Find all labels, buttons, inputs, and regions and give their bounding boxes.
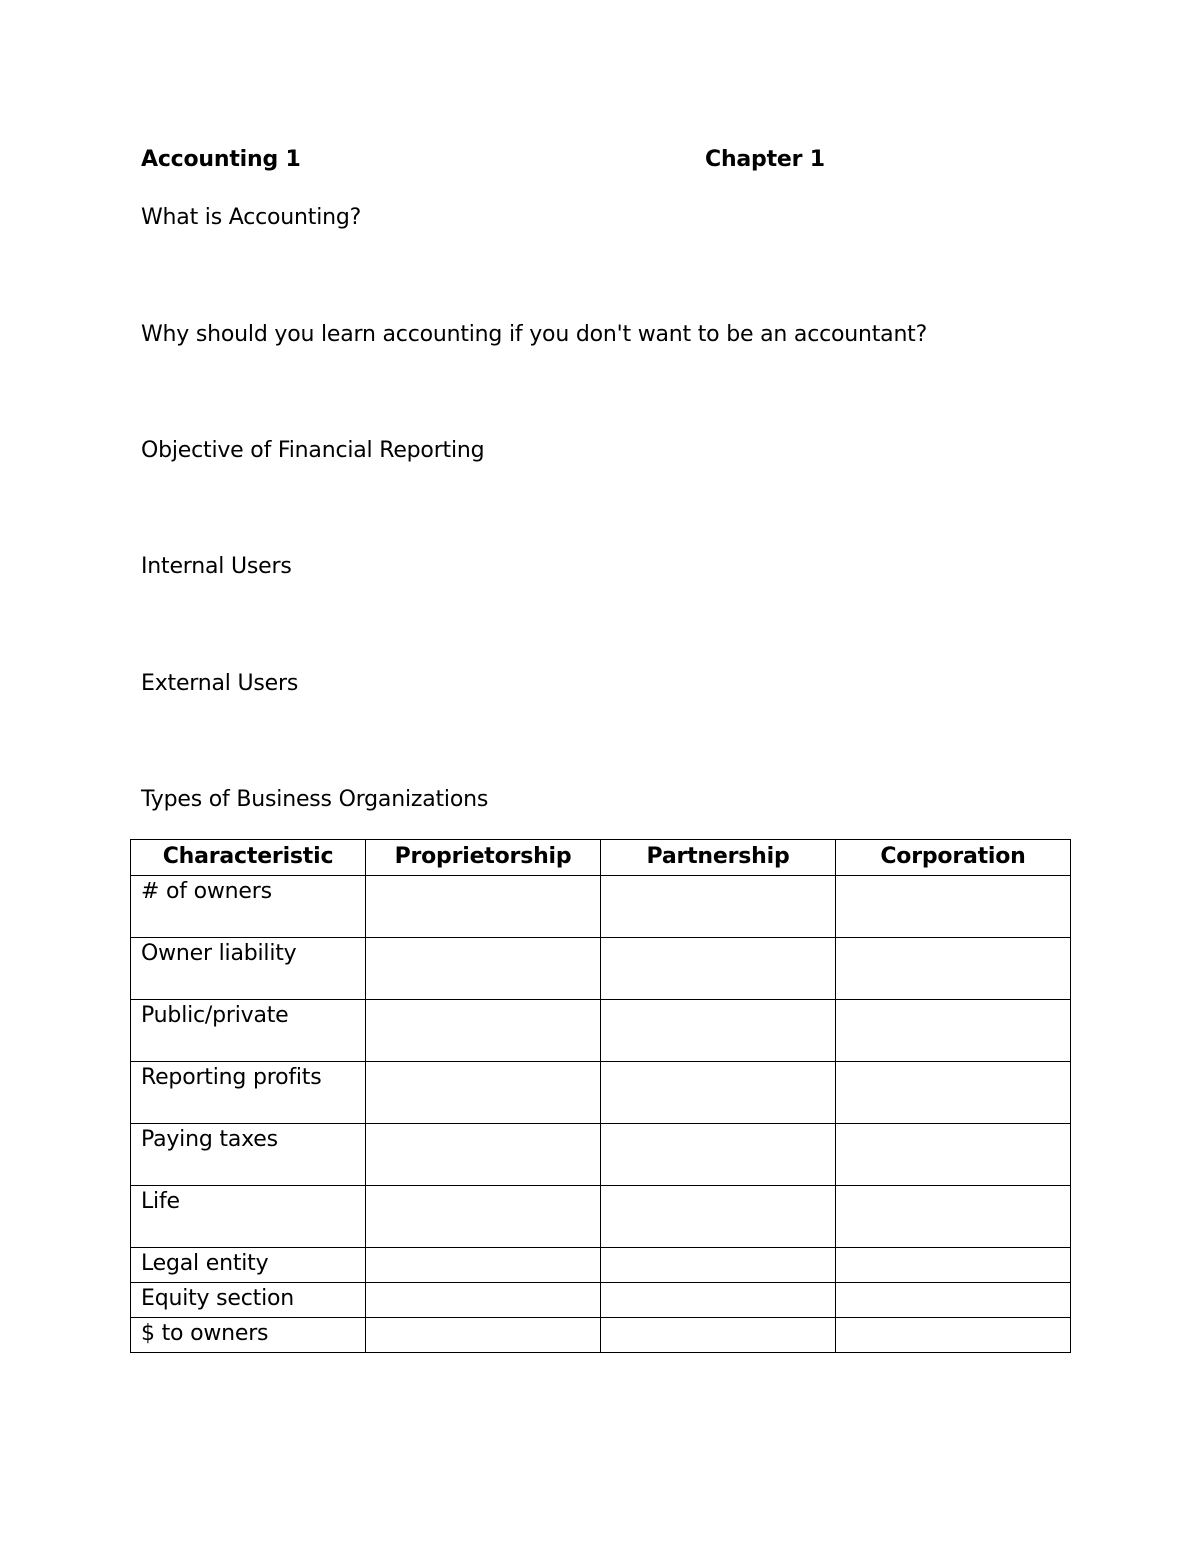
table-row — [131, 938, 1071, 1000]
column-header-partnership: Partnership — [601, 840, 836, 876]
proprietorship-cell[interactable] — [366, 938, 601, 1000]
table-row — [131, 1248, 1071, 1283]
row-label-public-private: Public/private — [131, 1000, 366, 1062]
column-header-characteristic: Characteristic — [131, 840, 366, 876]
table-row — [131, 1062, 1071, 1124]
partnership-cell[interactable] — [601, 938, 836, 1000]
column-header-proprietorship: Proprietorship — [366, 840, 601, 876]
proprietorship-cell[interactable] — [366, 1000, 601, 1062]
row-label-owner-liability: Owner liability — [131, 938, 366, 1000]
partnership-cell[interactable] — [601, 1124, 836, 1186]
row-label-dollars-to-owners: $ to owners — [131, 1318, 366, 1353]
proprietorship-cell[interactable] — [366, 876, 601, 938]
course-title: Accounting 1 — [141, 147, 301, 172]
partnership-cell[interactable] — [601, 1062, 836, 1124]
partnership-cell[interactable] — [601, 876, 836, 938]
proprietorship-cell[interactable] — [366, 1062, 601, 1124]
column-header-corporation: Corporation — [836, 840, 1071, 876]
table-header-row — [131, 840, 1071, 876]
prompt-why-learn-accounting: Why should you learn accounting if you don't want to be an accountant? — [141, 322, 928, 347]
proprietorship-cell[interactable] — [366, 1318, 601, 1353]
partnership-cell[interactable] — [601, 1283, 836, 1318]
row-label-legal-entity: Legal entity — [131, 1248, 366, 1283]
row-label-paying-taxes: Paying taxes — [131, 1124, 366, 1186]
proprietorship-cell[interactable] — [366, 1248, 601, 1283]
row-label-life: Life — [131, 1186, 366, 1248]
corporation-cell[interactable] — [836, 1283, 1071, 1318]
table-row — [131, 876, 1071, 938]
chapter-title: Chapter 1 — [705, 147, 825, 172]
prompt-business-organizations: Types of Business Organizations — [141, 787, 489, 812]
prompt-external-users: External Users — [141, 671, 299, 696]
corporation-cell[interactable] — [836, 1000, 1071, 1062]
proprietorship-cell[interactable] — [366, 1124, 601, 1186]
corporation-cell[interactable] — [836, 876, 1071, 938]
corporation-cell[interactable] — [836, 1318, 1071, 1353]
table-row — [131, 1000, 1071, 1062]
business-organizations-table — [130, 839, 1071, 1353]
corporation-cell[interactable] — [836, 938, 1071, 1000]
corporation-cell[interactable] — [836, 1186, 1071, 1248]
row-label-equity-section: Equity section — [131, 1283, 366, 1318]
table-row — [131, 1124, 1071, 1186]
proprietorship-cell[interactable] — [366, 1283, 601, 1318]
row-label-number-of-owners: # of owners — [131, 876, 366, 938]
partnership-cell[interactable] — [601, 1318, 836, 1353]
partnership-cell[interactable] — [601, 1000, 836, 1062]
partnership-cell[interactable] — [601, 1248, 836, 1283]
table-row — [131, 1318, 1071, 1353]
prompt-internal-users: Internal Users — [141, 554, 292, 579]
row-label-reporting-profits: Reporting profits — [131, 1062, 366, 1124]
corporation-cell[interactable] — [836, 1124, 1071, 1186]
table-row — [131, 1283, 1071, 1318]
corporation-cell[interactable] — [836, 1248, 1071, 1283]
corporation-cell[interactable] — [836, 1062, 1071, 1124]
prompt-what-is-accounting: What is Accounting? — [141, 205, 362, 230]
partnership-cell[interactable] — [601, 1186, 836, 1248]
table-row — [131, 1186, 1071, 1248]
prompt-objective-financial-reporting: Objective of Financial Reporting — [141, 438, 485, 463]
proprietorship-cell[interactable] — [366, 1186, 601, 1248]
